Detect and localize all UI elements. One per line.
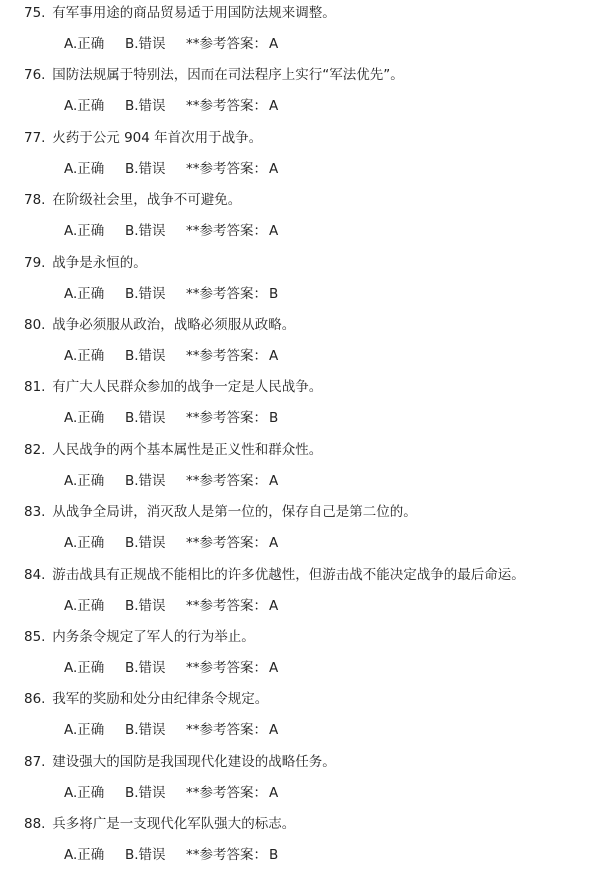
- option-b: B.错误: [125, 722, 166, 739]
- question-item: [0, 312, 600, 374]
- answer-value: B: [269, 847, 279, 864]
- question-text: 国防法规属于特别法，因而在司法程序上实行“军法优先”。: [52, 67, 404, 84]
- question-line: [24, 690, 268, 708]
- answer-value: A: [269, 347, 279, 364]
- answer-label: **参考答案：: [186, 784, 267, 801]
- answer-value: A: [269, 659, 279, 676]
- answer-line: [64, 659, 278, 677]
- question-number: 77.: [24, 129, 46, 146]
- answer-line: [64, 160, 278, 178]
- option-a: A.正确: [64, 98, 105, 115]
- answer-label: **参考答案：: [186, 847, 267, 864]
- option-a: A.正确: [64, 285, 105, 302]
- option-b: B.错误: [125, 36, 166, 52]
- option-b: B.错误: [125, 597, 166, 614]
- answer-line: [64, 347, 278, 365]
- answer-value: A: [269, 223, 279, 240]
- question-number: 82.: [24, 441, 46, 458]
- answer-label: **参考答案：: [186, 535, 267, 552]
- question-item: [0, 811, 600, 873]
- answer-value: A: [269, 597, 279, 614]
- answer-label: **参考答案：: [186, 597, 267, 614]
- question-text: 游击战具有正规战不能相比的许多优越性，但游击战不能决定战争的最后命运。: [52, 566, 525, 583]
- option-b: B.错误: [125, 847, 166, 864]
- option-b: B.错误: [125, 98, 166, 115]
- question-line: [24, 378, 322, 396]
- option-a: A.正确: [64, 472, 105, 489]
- answer-label: **参考答案：: [186, 98, 267, 115]
- option-b: B.错误: [125, 410, 166, 427]
- question-number: 85.: [24, 628, 46, 645]
- question-text: 内务条令规定了军人的行为举止。: [52, 628, 255, 645]
- question-line: [24, 254, 147, 272]
- question-text: 从战争全局讲，消灭敌人是第一位的，保存自己是第二位的。: [52, 504, 417, 521]
- question-number: 76.: [24, 67, 46, 84]
- option-a: A.正确: [64, 784, 105, 801]
- question-item: [0, 0, 600, 62]
- question-text: 有军事用途的商品贸易适于用国防法规来调整。: [52, 5, 336, 21]
- answer-label: **参考答案：: [186, 659, 267, 676]
- question-text: 兵多将广是一支现代化军队强大的标志。: [52, 816, 296, 833]
- question-text: 人民战争的两个基本属性是正义性和群众性。: [52, 441, 323, 458]
- question-line: [24, 191, 241, 209]
- answer-value: A: [269, 36, 279, 52]
- option-b: B.错误: [125, 160, 166, 177]
- question-item: [0, 499, 600, 561]
- question-number: 88.: [24, 816, 46, 833]
- answer-label: **参考答案：: [186, 410, 267, 427]
- option-a: A.正确: [64, 36, 105, 52]
- question-number: 75.: [24, 5, 46, 21]
- answer-value: A: [269, 160, 279, 177]
- question-number: 83.: [24, 504, 46, 521]
- answer-value: B: [269, 285, 279, 302]
- question-line: [24, 316, 295, 334]
- question-line: [24, 441, 322, 459]
- answer-label: **参考答案：: [186, 160, 267, 177]
- answer-line: [64, 409, 278, 427]
- answer-value: A: [269, 472, 279, 489]
- question-item: [0, 624, 600, 686]
- answer-line: [64, 472, 278, 490]
- answer-value: A: [269, 98, 279, 115]
- question-text: 有广大人民群众参加的战争一定是人民战争。: [52, 379, 323, 396]
- question-line: [24, 753, 336, 771]
- option-a: A.正确: [64, 847, 105, 864]
- answer-label: **参考答案：: [186, 722, 267, 739]
- option-b: B.错误: [125, 472, 166, 489]
- question-item: [0, 749, 600, 811]
- question-line: [24, 566, 525, 584]
- option-b: B.错误: [125, 223, 166, 240]
- option-a: A.正确: [64, 659, 105, 676]
- question-text: 火药于公元 904 年首次用于战争。: [52, 129, 263, 146]
- question-text: 战争必须服从政治，战略必须服从政略。: [52, 316, 296, 333]
- question-item: [0, 125, 600, 187]
- answer-value: A: [269, 722, 279, 739]
- answer-label: **参考答案：: [186, 36, 267, 52]
- answer-line: [64, 534, 278, 552]
- question-number: 87.: [24, 753, 46, 770]
- question-item: [0, 250, 600, 312]
- option-a: A.正确: [64, 597, 105, 614]
- question-text: 战争是永恒的。: [52, 254, 147, 271]
- answer-line: [64, 784, 278, 802]
- question-item: [0, 62, 600, 124]
- option-a: A.正确: [64, 347, 105, 364]
- option-b: B.错误: [125, 285, 166, 302]
- answer-line: [64, 846, 278, 864]
- answer-value: B: [269, 410, 279, 427]
- question-line: [24, 503, 417, 521]
- question-line: [24, 815, 295, 833]
- option-b: B.错误: [125, 347, 166, 364]
- question-number: 86.: [24, 691, 46, 708]
- answer-line: [64, 35, 278, 53]
- question-number: 79.: [24, 254, 46, 271]
- question-line: [24, 129, 262, 147]
- option-a: A.正确: [64, 410, 105, 427]
- question-number: 78.: [24, 192, 46, 209]
- question-number: 80.: [24, 316, 46, 333]
- answer-label: **参考答案：: [186, 223, 267, 240]
- option-a: A.正确: [64, 160, 105, 177]
- question-number: 81.: [24, 379, 46, 396]
- answer-value: A: [269, 535, 279, 552]
- question-text: 我军的奖励和处分由纪律条令规定。: [52, 691, 269, 708]
- answer-line: [64, 721, 278, 739]
- answer-label: **参考答案：: [186, 347, 267, 364]
- question-line: [24, 628, 255, 646]
- question-item: [0, 437, 600, 499]
- option-b: B.错误: [125, 784, 166, 801]
- question-line: [24, 4, 336, 22]
- question-item: [0, 686, 600, 748]
- question-number: 84.: [24, 566, 46, 583]
- question-item: [0, 374, 600, 436]
- option-b: B.错误: [125, 659, 166, 676]
- option-b: B.错误: [125, 535, 166, 552]
- question-text: 建设强大的国防是我国现代化建设的战略任务。: [52, 753, 336, 770]
- option-a: A.正确: [64, 722, 105, 739]
- question-item: [0, 562, 600, 624]
- answer-label: **参考答案：: [186, 285, 267, 302]
- answer-label: **参考答案：: [186, 472, 267, 489]
- option-a: A.正确: [64, 535, 105, 552]
- answer-line: [64, 97, 278, 115]
- answer-line: [64, 597, 278, 615]
- option-a: A.正确: [64, 223, 105, 240]
- question-item: [0, 187, 600, 249]
- answer-line: [64, 222, 278, 240]
- answer-line: [64, 285, 278, 303]
- question-line: [24, 66, 404, 84]
- question-text: 在阶级社会里，战争不可避免。: [52, 192, 242, 209]
- answer-value: A: [269, 784, 279, 801]
